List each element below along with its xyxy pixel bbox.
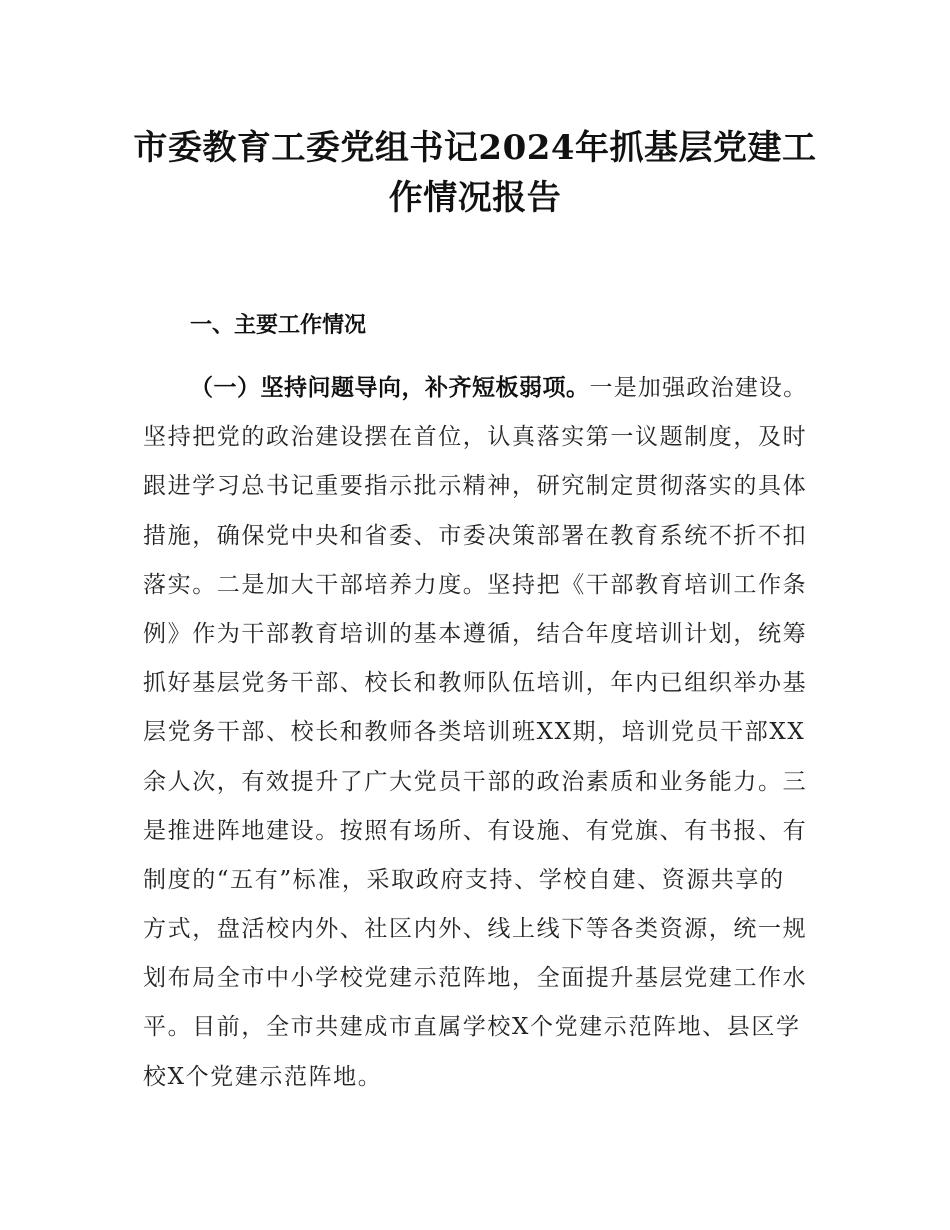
paragraph-line: 制度的“五有”标准，采取政府支持、学校自建、资源共享的: [143, 866, 785, 893]
paragraph-line: 落实。二是加大干部培养力度。坚持把《干部教育培训工作条: [143, 571, 808, 598]
section-heading: 一、主要工作情况: [190, 313, 367, 338]
paragraph-line: 层党务干部、校长和教师各类培训班XX期，培训党员干部XX: [143, 719, 806, 746]
paragraph-line: [143, 364, 843, 413]
paragraph-line: 划布局全市中小学校党建示范阵地，全面提升基层党建工作水: [143, 965, 808, 992]
paragraph-line-text: 一是加强政治建设。: [589, 375, 808, 401]
paragraph-line: 坚持把党的政治建设摆在首位，认真落实第一议题制度，及时: [143, 424, 808, 451]
paragraph-line: 例》作为干部教育培训的基本遵循，结合年度培训计划，统筹: [143, 620, 808, 647]
document-title-line-1: 市委教育工委党组书记2024年抓基层党建工: [133, 128, 817, 168]
paragraph-line: 是推进阵地建设。按照有场所、有设施、有党旗、有书报、有: [143, 817, 808, 844]
subsection-heading: （一）坚持问题导向，补齐短板弱项。: [190, 375, 590, 401]
paragraph-line: 余人次，有效提升了广大党员干部的政治素质和业务能力。三: [143, 768, 808, 795]
paragraph-line: 方式，盘活校内外、社区内外、线上线下等各类资源，统一规: [143, 916, 808, 943]
paragraph-line: 跟进学习总书记重要指示批示精神，研究制定贯彻落实的具体: [143, 473, 808, 500]
paragraph-line: 校X个党建示范阵地。: [143, 1063, 383, 1090]
body-paragraph: [143, 364, 843, 1102]
document-title-line-2: 作情况报告: [388, 178, 562, 218]
paragraph-line: 抓好基层党务干部、校长和教师队伍培训，年内已组织举办基: [143, 670, 808, 697]
paragraph-line: 措施，确保党中央和省委、市委决策部署在教育系统不折不扣: [143, 522, 808, 549]
paragraph-line: 平。目前，全市共建成市直属学校X个党建示范阵地、县区学: [143, 1014, 801, 1041]
